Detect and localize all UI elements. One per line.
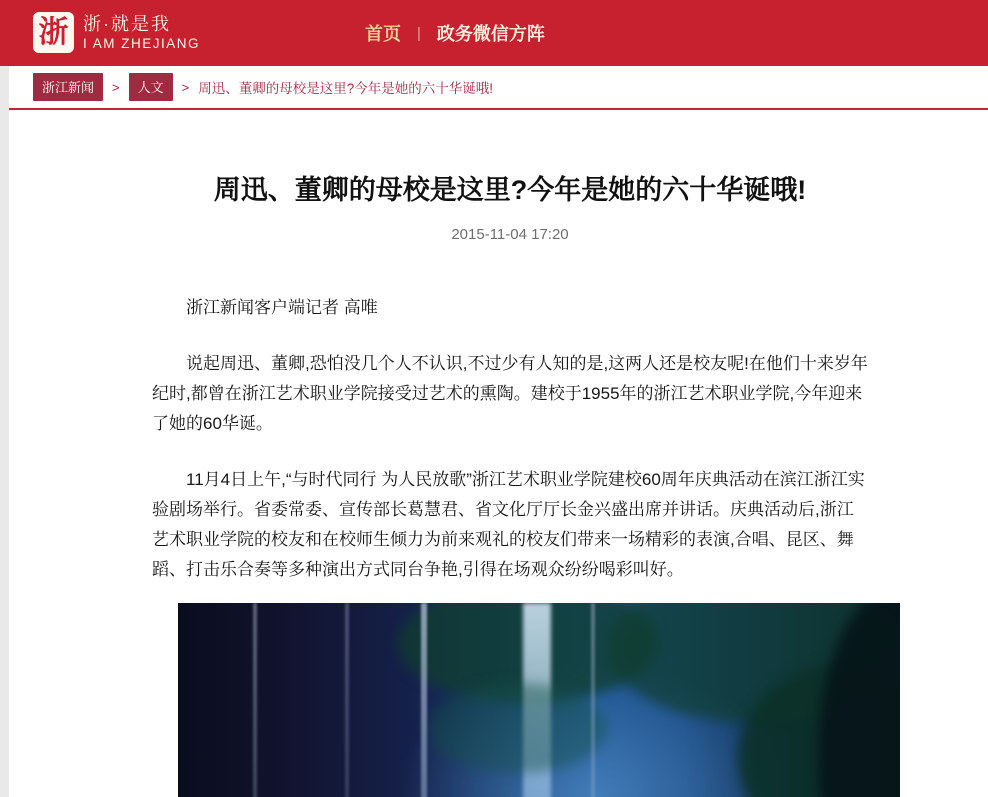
page-left-gutter [0, 66, 9, 797]
site-logo[interactable] [33, 12, 200, 53]
chevron-right-icon: > [181, 79, 190, 95]
top-nav [365, 0, 545, 66]
article-date: 2015-11-04 17:20 [451, 226, 569, 243]
stage-pillar-highlight [421, 603, 427, 797]
site-header [0, 0, 988, 66]
article-paragraph: 说起周迅、董卿,恐怕没几个人不认识,不过少有人知的是,这两人还是校友呢!在他们十来岁年纪时,都曾在浙江艺术职业学院接受过艺术的熏陶。建校于1955年的浙江艺术职业学院,今年迎来了她的60华诞。 [152, 354, 868, 433]
nav-divider: | [417, 24, 421, 42]
foliage-backdrop [428, 683, 608, 773]
article [152, 170, 868, 797]
breadcrumb-item-humanities[interactable]: 人文 [129, 73, 173, 101]
logo-subtitle: I AM ZHEJIANG [83, 35, 201, 51]
nav-home-link[interactable]: 首页 [365, 24, 401, 44]
logo-text [83, 14, 200, 52]
chevron-right-icon: > [112, 79, 120, 95]
stage-pillar-highlight [591, 603, 595, 797]
logo-title: 浙·就是我 [83, 13, 171, 34]
article-byline: 浙江新闻客户端记者 高唯 [186, 298, 378, 317]
zhejiang-seal-icon [33, 12, 74, 53]
article-paragraph: 11月4日上午,“与时代同行 为人民放歌”浙江艺术职业学院建校60周年庆典活动在滨江浙江实验剧场举行。省委常委、宣传部长葛慧君、省文化厅厅长金兴盛出席并讲话。庆典活动后,浙江艺术职业学院的校友和在校师生倾力为前来观礼的校友们带来一场精彩的表演,合唱、昆区、舞蹈、打击乐合奏等多种演出方式同台争艳,引得在场观众纷纷喝彩叫好。 [152, 470, 865, 579]
breadcrumb-current-page: 周迅、董卿的母校是这里?今年是她的六十华诞哦! [198, 81, 493, 96]
breadcrumb-item-zhejiang-news[interactable]: 浙江新闻 [33, 73, 103, 101]
stage-pillar-highlight [345, 603, 349, 797]
stage-performance-photo [178, 603, 900, 797]
seal-glyph: 浙 [38, 15, 69, 49]
nav-gov-wechat-link[interactable]: 政务微信方阵 [436, 24, 545, 44]
breadcrumb [0, 66, 988, 110]
article-title: 周迅、董卿的母校是这里?今年是她的六十华诞哦! [213, 175, 807, 205]
stage-pillar-highlight [253, 603, 257, 797]
